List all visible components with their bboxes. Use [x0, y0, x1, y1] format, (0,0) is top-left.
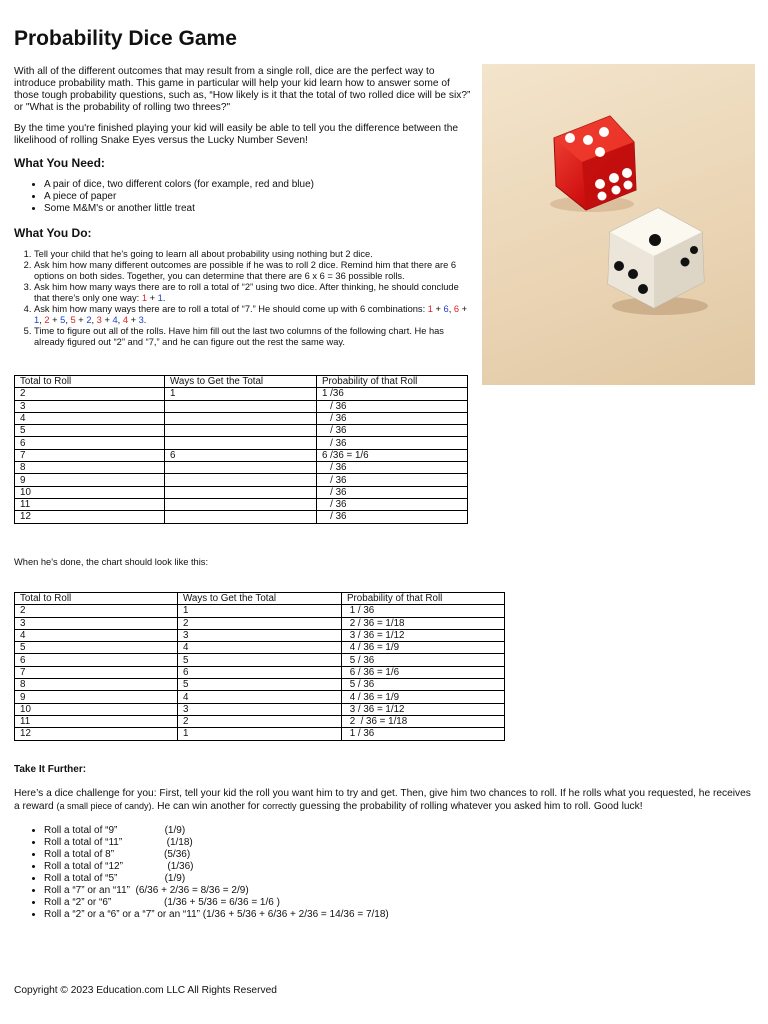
completed-chart-body [15, 593, 505, 741]
header-total: Total to Roll [15, 376, 165, 388]
plus-sign: + [78, 315, 84, 325]
cell: 7 [15, 666, 178, 678]
table-row [15, 474, 468, 486]
cell: / 36 [317, 400, 468, 412]
cell: 4 [15, 629, 178, 641]
cell: 5 / 36 [342, 679, 505, 691]
table-row [15, 679, 505, 691]
table-row [15, 486, 468, 498]
cell [165, 425, 317, 437]
text-run: correctly [262, 801, 297, 811]
list-item: • Some M&M's or another little treat [44, 203, 472, 215]
cell [165, 412, 317, 424]
cell [165, 400, 317, 412]
intro [14, 66, 472, 348]
list-item: • A piece of paper [44, 191, 472, 203]
header-ways: Ways to Get the Total [178, 593, 342, 605]
list-item: • Roll a “2” or a “6” or a “7” or an “11” (1/36 + 5/36 + 6/36 + 2/36 = 14/36 = 7/18) [44, 909, 758, 921]
cell: 6 [178, 666, 342, 678]
cell: 2 [178, 715, 342, 727]
step-3 [34, 282, 469, 304]
red-die-value: 2 [44, 315, 50, 325]
comma: , [117, 315, 121, 325]
cell: 2 [178, 617, 342, 629]
plus-sign: + [104, 315, 110, 325]
blue-die-value: 1 [157, 293, 163, 303]
cell: / 36 [317, 486, 468, 498]
challenge-list [14, 825, 758, 921]
cell [165, 498, 317, 510]
cell: 1 [178, 728, 342, 740]
cell: 2 [15, 388, 165, 400]
cell: 11 [15, 498, 165, 510]
cell: 4 / 36 = 1/9 [342, 642, 505, 654]
header-ways: Ways to Get the Total [165, 376, 317, 388]
blank-chart-body [15, 376, 468, 524]
red-die-icon [554, 116, 636, 210]
step-3-end: . [162, 293, 166, 303]
cell [165, 462, 317, 474]
cell: 6 [15, 437, 165, 449]
cell: 1 / 36 [342, 605, 505, 617]
cell: 5 [178, 679, 342, 691]
comma: , [39, 315, 42, 325]
dice-photo [482, 64, 755, 385]
cell: 3 [15, 617, 178, 629]
cell: / 36 [317, 437, 468, 449]
table-header-row [15, 593, 505, 605]
table-row [15, 691, 505, 703]
step-4-end: . [143, 315, 147, 325]
table-row [15, 511, 468, 523]
cell: 4 [178, 642, 342, 654]
cell: 10 [15, 703, 178, 715]
cell: 1 / 36 [342, 728, 505, 740]
cell [165, 511, 317, 523]
white-die-icon [608, 208, 704, 308]
table-row [15, 629, 505, 641]
step-4-text: Ask him how many ways there are to roll a total of “7.” He should come up with 6 combinations: [34, 304, 428, 314]
cell: 2 [15, 605, 178, 617]
cell: 10 [15, 486, 165, 498]
comma: , [448, 304, 452, 314]
cell: 12 [15, 511, 165, 523]
blue-die-value: 3 [138, 315, 144, 325]
list-item: • Roll a total of “9” (1/9) [44, 825, 758, 837]
table-row [15, 715, 505, 727]
plus-sign: + [130, 315, 137, 325]
cell: 6 [15, 654, 178, 666]
cell [165, 486, 317, 498]
cell [165, 474, 317, 486]
cell: 1 /36 [317, 388, 468, 400]
red-die-value: 3 [96, 315, 102, 325]
need-list [14, 179, 472, 215]
list-item: • A pair of dice, two different colors (for example, red and blue) [44, 179, 472, 191]
red-die-value: 1 [141, 293, 148, 303]
table-row [15, 437, 468, 449]
table-row [15, 449, 468, 461]
cell: / 36 [317, 511, 468, 523]
list-item: • Roll a total of 8” (5/36) [44, 849, 758, 861]
step-5: 5. Time to figure out all of the rolls. Have him fill out the last two columns of the following chart. He has already figured out “2” and “7,” and he can figure out the rest the same way. [34, 326, 469, 348]
list-item: • Roll a “7” or an “11” (6/36 + 2/36 = 8/36 = 2/9) [44, 885, 758, 897]
cell: 4 [178, 691, 342, 703]
step-2: 2. Ask him how many different outcomes are possible if he was to roll 2 dice. Remind him that there are 6 options on both sides. Together, you can determine that there are 6 x 6 = 36 possible rolls. [34, 260, 469, 282]
table-row [15, 642, 505, 654]
table-header-row [15, 376, 468, 388]
cell: 2 / 36 = 1/18 [342, 617, 505, 629]
comma: , [65, 315, 68, 325]
text-run: . He can win another for [151, 801, 263, 812]
cell: 5 / 36 [342, 654, 505, 666]
cell: 8 [15, 679, 178, 691]
steps-list [14, 249, 469, 348]
list-item: • Roll a total of “5” (1/9) [44, 873, 758, 885]
cell: 1 [178, 605, 342, 617]
cell: / 36 [317, 425, 468, 437]
cell: 4 / 36 = 1/9 [342, 691, 505, 703]
table-row [15, 498, 468, 510]
done-text: When he's done, the chart should look like this: [14, 557, 209, 567]
step-3-text: Ask him how many ways there are to roll a total of “2” using two dice. After thinking, he should conclude that there’s only one way: [34, 282, 459, 303]
table-row [15, 412, 468, 424]
blank-chart [14, 375, 468, 524]
cell: 8 [15, 462, 165, 474]
cell: / 36 [317, 462, 468, 474]
plus-sign: + [149, 293, 156, 303]
cell: 9 [15, 691, 178, 703]
cell: 3 [178, 703, 342, 715]
cell: 2 / 36 = 1/18 [342, 715, 505, 727]
need-heading: What You Need: [14, 156, 105, 170]
cell: 6 /36 = 1/6 [317, 449, 468, 461]
table-row [15, 654, 505, 666]
cell: 7 [15, 449, 165, 461]
cell: 6 / 36 = 1/6 [342, 666, 505, 678]
text-run: (a small piece of candy) [56, 801, 152, 811]
red-die-value: 1 [427, 304, 433, 314]
table-row [15, 388, 468, 400]
table-row [15, 703, 505, 715]
text-run: guessing the probability of rolling whatever you asked him to roll. Good luck! [296, 801, 643, 812]
table-row [15, 617, 505, 629]
red-die-value: 6 [453, 304, 460, 314]
table-row [15, 728, 505, 740]
intro-paragraph-1: With all of the different outcomes that may result from a single roll, dice are the perfect way to introduce probability math. This game in particular will help your kid learn how to answer some of those tough probability questions, such as, “How likely is it that the total of two rolled dice will be six?” or "What is the probability of rolling two threes?" [14, 66, 471, 113]
cell: 3 / 36 = 1/12 [342, 703, 505, 715]
do-heading: What You Do: [14, 226, 92, 240]
cell: 3 [178, 629, 342, 641]
plus-sign: + [461, 304, 468, 314]
cell: 5 [15, 642, 178, 654]
blue-die-value: 2 [86, 315, 92, 325]
cell: / 36 [317, 474, 468, 486]
cell [165, 437, 317, 449]
step-4 [34, 304, 469, 326]
header-probability: Probability of that Roll [317, 376, 468, 388]
blue-die-value: 1 [34, 315, 40, 325]
list-item: • Roll a total of “11” (1/18) [44, 837, 758, 849]
cell: 1 [165, 388, 317, 400]
red-die-value: 5 [70, 315, 76, 325]
take-it-further [14, 764, 758, 921]
cell: / 36 [317, 412, 468, 424]
further-paragraph [14, 788, 758, 813]
blue-die-value: 5 [60, 315, 66, 325]
cell: 5 [15, 425, 165, 437]
table-row [15, 462, 468, 474]
blue-die-value: 6 [443, 304, 449, 314]
cell: / 36 [317, 498, 468, 510]
table-row [15, 605, 505, 617]
further-heading: Take It Further: [14, 764, 87, 775]
page-title: Probability Dice Game [14, 27, 237, 50]
plus-sign: + [52, 315, 58, 325]
header-total: Total to Roll [15, 593, 178, 605]
list-item: • Roll a “2” or “6” (1/36 + 5/36 = 6/36 = 1/6 ) [44, 897, 758, 909]
dice-illustration [482, 64, 755, 385]
list-item: • Roll a total of “12” (1/36) [44, 861, 758, 873]
text-run: Here’s a dice challenge for you: First, tell your kid the roll you want him to try and get. Then, give him two chances to roll. If he rolls what you requested, he receives a reward [14, 788, 751, 812]
red-die-value: 4 [122, 315, 128, 325]
cell: 3 / 36 = 1/12 [342, 629, 505, 641]
header-probability: Probability of that Roll [342, 593, 505, 605]
step-1: 1. Tell your child that he's going to learn all about probability using nothing but 2 dice. [34, 249, 469, 260]
copyright: Copyright © 2023 Education.com LLC All Rights Reserved [14, 985, 277, 996]
cell: 5 [178, 654, 342, 666]
table-row [15, 400, 468, 412]
plus-sign: + [435, 304, 441, 314]
comma: , [91, 315, 95, 325]
blue-die-value: 4 [112, 315, 118, 325]
table-row [15, 666, 505, 678]
cell: 12 [15, 728, 178, 740]
cell: 9 [15, 474, 165, 486]
table-row [15, 425, 468, 437]
cell: 11 [15, 715, 178, 727]
cell: 6 [165, 449, 317, 461]
intro-paragraph-2: By the time you're finished playing your kid will easily be able to tell you the difference between the likelihood of rolling Snake Eyes versus the Lucky Number Seven! [14, 123, 459, 146]
cell: 3 [15, 400, 165, 412]
completed-chart [14, 592, 505, 741]
cell: 4 [15, 412, 165, 424]
